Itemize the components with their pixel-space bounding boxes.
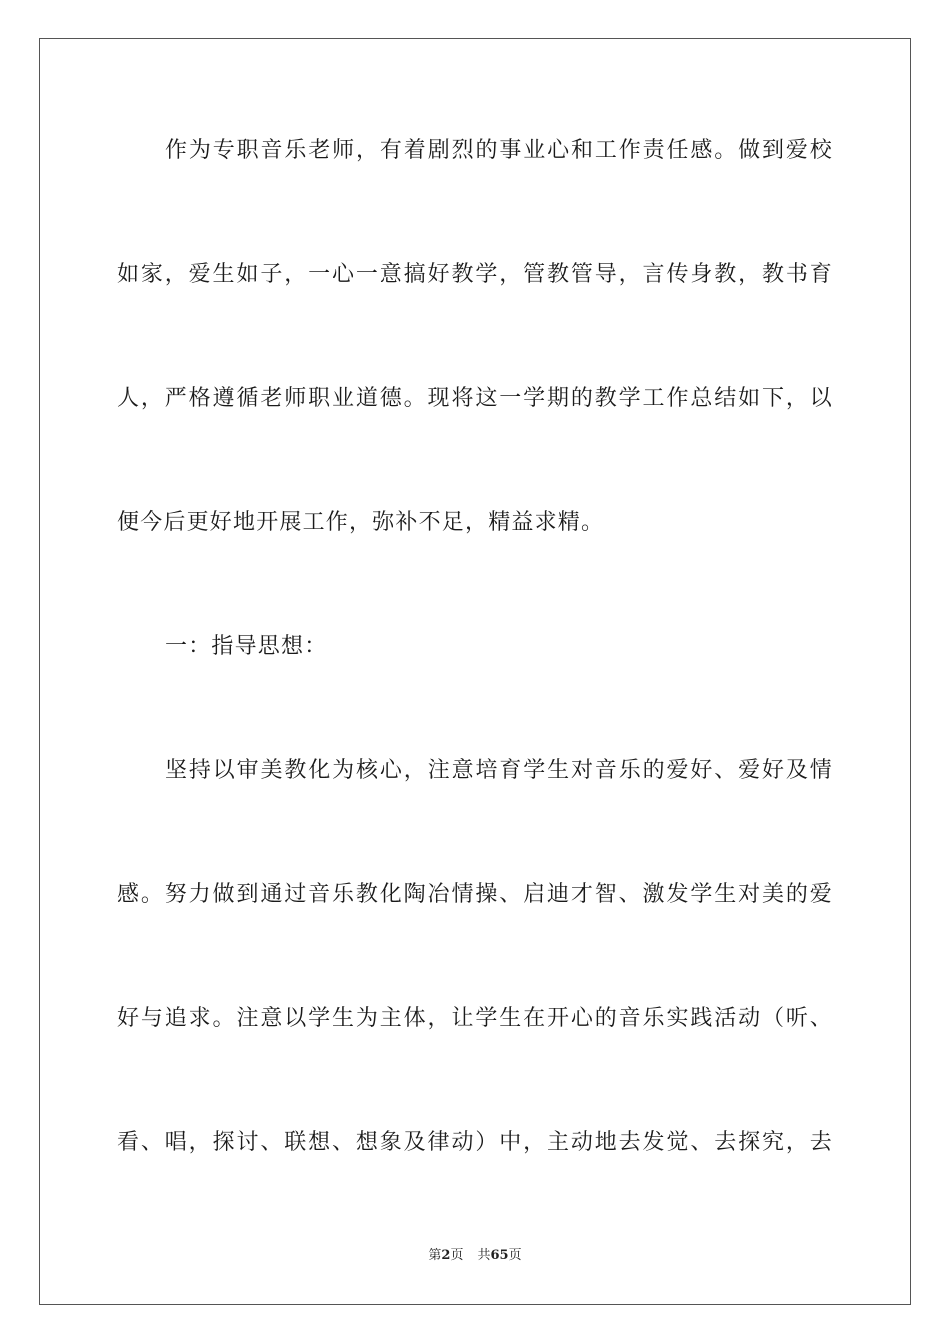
page-prefix: 第 [428, 1248, 442, 1263]
total-suffix: 页 [508, 1248, 522, 1263]
section-heading: 一：指导思想： [165, 634, 328, 659]
paragraph-2-line-1: 坚持以审美教化为核心，注意培育学生对音乐的爱好、爱好及情 [165, 758, 833, 783]
page-footer [0, 1247, 950, 1265]
paragraph-2-line-3: 好与追求。注意以学生为主体，让学生在开心的音乐实践活动（听、 [117, 1006, 833, 1031]
paragraph-1-line-2: 如家，爱生如子，一心一意搞好教学，管教管导，言传身教，教书育 [117, 262, 833, 287]
paragraph-2-line-2: 感。努力做到通过音乐教化陶冶情操、启迪才智、激发学生对美的爱 [117, 882, 833, 907]
paragraph-1-line-3: 人，严格遵循老师职业道德。现将这一学期的教学工作总结如下，以 [117, 386, 833, 411]
paragraph-2-line-4: 看、唱，探讨、联想、想象及律动）中，主动地去发觉、去探究，去 [117, 1130, 833, 1155]
page-suffix: 页 [450, 1248, 464, 1263]
total-page-count: 65 [490, 1248, 509, 1263]
current-page-number: 2 [441, 1248, 451, 1263]
page-frame [39, 38, 911, 1305]
total-prefix: 共 [477, 1248, 491, 1263]
paragraph-1-line-1: 作为专职音乐老师，有着剧烈的事业心和工作责任感。做到爱校 [165, 138, 833, 163]
paragraph-1-line-4: 便今后更好地开展工作，弥补不足，精益求精。 [117, 510, 605, 535]
